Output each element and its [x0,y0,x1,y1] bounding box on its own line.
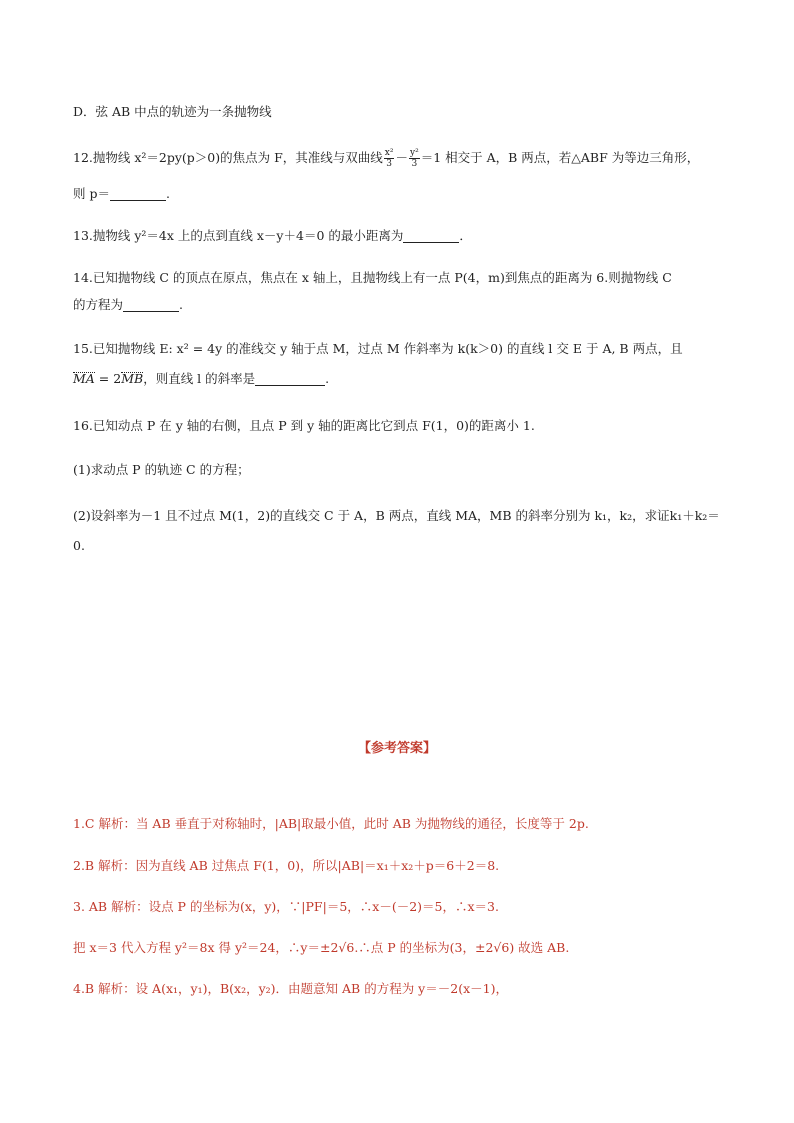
question-15-line-2: MA = 2MB，则直线 l 的斜率是 . [73,371,330,386]
question-16-line-1: 16.已知动点 P 在 y 轴的右侧，且点 P 到 y 轴的距离比它到点 F(1，0)的距离小 1. [73,418,535,433]
question-14-text: 的方程为 [73,297,124,312]
question-12-prompt: 则 p＝ [73,186,110,201]
question-14-line-2: 的方程为 . [73,297,183,312]
option-d: D．弦 AB 中点的轨迹为一条抛物线 [73,104,272,119]
question-13: 13.抛物线 y²＝4x 上的点到直线 x－y＋4＝0 的最小距离为 ． [73,228,472,243]
question-15-text: ，则直线 l 的斜率是 [143,371,256,386]
answer-3: 3. AB 解析：设点 P 的坐标为(x，y)，∵|PF|＝5，∴x－(－2)＝5，∴x＝3. [73,899,499,914]
fraction-numerator: x² [384,148,394,158]
answer-blank [110,188,166,201]
fraction-y2-over-3 [409,148,420,169]
fraction-x2-over-3 [384,148,395,169]
answer-section-title: 【参考答案】 [357,741,436,756]
equals-two: = 2 [94,371,122,386]
question-16-part-2: (2)设斜率为－1 且不过点 M(1，2)的直线交 C 于 A，B 两点，直线 MA，MB 的斜率分别为 k₁，k₂，求证k₁＋k₂＝ [73,508,720,523]
answer-blank [403,230,459,243]
question-14-line-1: 14.已知抛物线 C 的顶点在原点，焦点在 x 轴上，且抛物线上有一点 P(4，m)到焦点的距离为 6.则抛物线 C [73,270,672,285]
minus-sign: － [395,150,408,165]
answer-4: 4.B 解析：设 A(x₁，y₁)，B(x₂，y₂)．由题意知 AB 的方程为 y＝－2(x－1)， [73,981,508,996]
vector-mb: MB [121,371,144,386]
answer-1: 1.C 解析：当 AB 垂直于对称轴时，|AB|取最小值，此时 AB 为抛物线的通径，长度等于 2p. [73,816,589,831]
question-15-line-1: 15.已知抛物线 E: x² = 4y 的准线交 y 轴于点 M，过点 M 作斜率为 k(k＞0) 的直线 l 交 E 于 A, B 两点，且 [73,341,683,356]
question-13-text: 13.抛物线 y²＝4x 上的点到直线 x－y＋4＝0 的最小距离为 [73,228,404,243]
question-12-line-1 [73,148,734,169]
question-12-text-a: 12.抛物线 x²＝2py(p＞0)的焦点为 F，其准线与双曲线 [73,150,383,165]
answer-3-continued: 把 x＝3 代入方程 y²＝8x 得 y²＝24，∴y＝±2√6.∴点 P 的坐标为(3，±2√6) 故选 AB. [73,940,570,955]
answer-blank [255,373,325,386]
answer-blank [123,299,179,312]
answer-2: 2.B 解析：因为直线 AB 过焦点 F(1，0)，所以|AB|＝x₁＋x₂＋p＝6＋2＝8. [73,858,500,873]
fraction-denominator: 3 [386,159,392,169]
question-16-part-1: (1)求动点 P 的轨迹 C 的方程； [73,462,250,477]
question-16-part-2-end: 0. [73,538,85,553]
fraction-denominator: 3 [411,159,418,169]
question-12-text-b: ＝1 相交于 A，B 两点，若△ABF 为等边三角形， [420,150,700,165]
fraction-numerator: y² [410,148,419,158]
vector-ma: MA [73,371,95,386]
question-12-line-2: 则 p＝ . [73,186,170,201]
